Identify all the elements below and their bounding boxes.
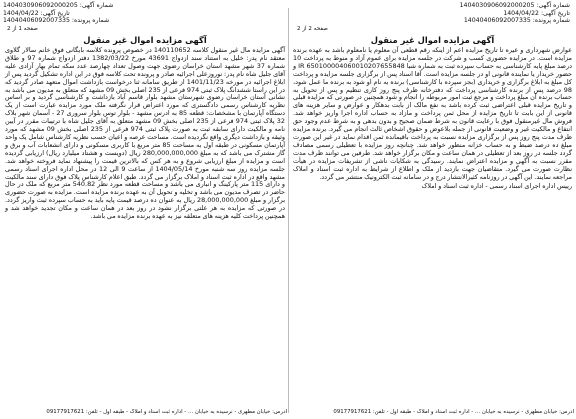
announcement-number: شماره آگهی: 1404030906092000205 xyxy=(3,2,114,9)
announcement-metadata xyxy=(3,2,113,25)
page-number: صفحه 2 از 2 xyxy=(297,26,328,32)
case-number: شماره پرونده: 14040406092007335 xyxy=(3,17,110,25)
announcement-metadata xyxy=(460,2,570,25)
column-divider xyxy=(288,8,289,413)
announcement-number: شماره آگهی: 1404030906092000205 xyxy=(459,2,570,9)
footer-address: آدرس: خیابان مطهری - نرسیده به خیابان ... - اداره ثبت اسناد و املاک - طبقه اول - تلفن: 09177917621 xyxy=(333,409,574,415)
body-paragraph: آگهی مزایده مال غیر منقول کلاسه 140110652 در خصوص پرونده کلاسه بایگانی فوق خانم سالار گلاوی معتقد نام پدر: خلیل به استناد سند ازدواج 43691 مورخ 1382/03/22 دفتر ازدواج شماره 97 و طلاق شماره 37 شهر مشهد استان خراسان رضوی جهت وصول تعداد چهارصد عدد سکه تمام بهار آزادی علیه آقای جلیل شاه نام پدر: نوروزعلی اجرائیه صادر و پرونده تحت کلاسه فوق در این اداره تشکیل گردید پس از ابلاغ اجرائیه در مورخه 1401/11/23 از طریق سامانه ثنا درخواست بازداشت اموال متعهد صادر گردید که در این راستا ششدانگ پلاک ثبتی 974 فرعی از 235 اصلی بخش 09 مشهد که متعلق به مدیون می باشد به نشانی استان خراسان رضوی شهرستان مشهد بلوار قاسم آباد بازداشت و کارشناسی گردید و بر اساس نظریه کارشناس رسمی دادگستری که مورد اعتراض قرار نگرفته ملک مورد مزایده عبارت است از یک دستگاه آپارتمان با مشخصات: قطعه 85 به ادرس مشهد - بلوار توس بلوار سروری 27 - آسمان شهر بلاک 32 پلاک ثبتی 974 فرعی از 235 اصلی بخش 09 مشهد متعلق به آقای جلیل شاه با ترتیبات مقرر در آیین نامه و مالکیت دارای سابقه ثبت به صورت پلاک ثبتی 974 فرعی از 235 اصلی بخش 09 مشهد که مورد وثیقه و بازداشت دیگری واقع نگردیده است. مساحت عرصه و اعیان حسب نظریه کارشناس شامل یک واحد آپارتمان مسکونی در طبقه اول به مساحت 85 متر مربع با کاربری مسکونی و دارای انشعابات آب و برق و گاز مشترک می باشد که به مبلغ 280,000,000,000 ریال (دویست و هشتاد میلیارد ریال) ارزیابی گردیده است و مزایده از مبلغ ارزیابی شروع و به هر کس که بالاترین قیمت را پیشنهاد نماید فروخته خواهد شد. جلسه مزایده روز سه شنبه مورخ 1404/05/14 از ساعت 9 الی 12 در محل اداره اجرای اسناد رسمی مشهد واقع در اداره ثبت اسناد و املاک برگزار می گردد. طبق اعلام کارشناس پلاک فوق دارای سند مالکیت و دارای 115 متر پارکینگ و انباری می باشد و مساحت قطعه مورد نظر 540.82 متر مربع که ملک در حال حاضر در تصرف مدیون می باشد و تخلیه و تحویل آن به عهده برنده مزایده است. مزایده به صورت حضوری برگزار و مبلغ 28,000,000,000 ریال به عنوان ده درصد قیمت پایه باید به حساب سپرده ثبت واریز گردد. در صورتی که مزایده به هر علتی برگزار نشود در روز بعد در همان ساعت و مکان تجدید خواهد شد و همچنین پرداخت کلیه هزینه های متعلقه نیز به عهده برنده مزایده می باشد. xyxy=(5,46,286,221)
body-paragraph: عوارض شهرداری و عیره تا تاریخ مزایده اعم از اینکه رقم قطعی آن معلوم یا نامعلوم باشد به عهده برنده مزایده است. در مزایده حضوری کسب و شرکت در جلسه مزایده برای عموم آزاد و منوط به پرداخت 10 درصد مبلغ پایه کارشناسی به حساب سپرده ثبت به شماره شبا IR 650100004060010207655848 و حضور خریدار یا نماینده قانونی او در جلسه مزایده است. آقا اسناد پس از برگزاری جلسه مزایده و پرداخت کل مبلغ به ابلاغ برگزاری و خریداری (بجز سپرده با کارشناسی) برنده به نام او شود به برنده ما عمل شود، 98 درصد پس از برنده کارشناسی پرداخت که دفترخانه ظرف پنج روز کاری تنظیم و پس از تحویل به حساب برنده آن مبلغ پرداخت و مرجع ثبت امور مربوطه را انجام و شود همچنین در صورتی که مزایده قبلی و تاریخ مزایده قبلی اعتراضی ثبت کرده باشد به نفع مالک از بابت بدهکار و عوارض و سایر هزینه های قانونی از این بابت تا تاریخ مزایده از محل ثمن پرداخت و مازاد به حساب اداره اجرا واریز خواهد شد. فروش مال غیرمنقول فوق با رعایت قانون به شرط ضمان صحیح و بدون بدهی و به شرط عدم وجود حق انتفاع و مالکیت غیر و وضعیت قانونی از جمله بلاعوض و حقوق اشخاص ثالث انجام می گیرد. برنده مزایده ظرف مدت پنج روز پس از برگزاری مزایده نسبت به پرداخت باقیمانده ثمن اقدام نماید در غیر این صورت مبلغ ده درصد ضبط و به حساب خزانه منظور خواهد شد. چنانچه روز مزایده با تعطیلی رسمی مصادف گردد جلسه در روز بعد از تعطیلی در همان ساعت و مکان برگزار خواهد شد. طرفین می توانند ظرف مدت مقرر نسبت به آگهی و مزایده اعتراض نمایند. رسیدگی به شکایات ناشی از تشریفات مزایده در هیأت نظارت صورت می گیرد. متقاضیان جهت بازدید از ملک و اطلاع از شرایط به اداره ثبت اسناد و املاک مراجعه نمایند. این آگهی در روزنامه کثیرالانتشار درج و در سامانه ثبت الکترونیک منتشر می گردد. xyxy=(293,46,572,181)
page-title: آگهی مزایده اموال غیر منقول xyxy=(83,35,207,45)
announcement-body xyxy=(293,47,572,191)
page-title: آگهی مزایده اموال غیر منقول xyxy=(370,35,495,45)
announcement-date: تاریخ آگهی: 1404/04/22 xyxy=(3,9,70,17)
footer-address: آدرس: خیابان مطهری - نرسیده به خیابان ... - اداره ثبت اسناد و املاک - طبقه اول - تلفن: 09177917621 xyxy=(46,409,287,415)
case-number: شماره پرونده: 14040406092007335 xyxy=(463,17,570,25)
announcement-body xyxy=(5,47,285,221)
page-number: صفحه 1 از 2 xyxy=(7,26,38,32)
page-one xyxy=(3,0,287,419)
signature: رییس اداره اجرای اسناد رسمی - اداره ثبت اسناد و املاک xyxy=(421,182,572,191)
page-two xyxy=(291,0,574,419)
announcement-date: تاریخ آگهی: 1404/04/22 xyxy=(503,9,570,17)
